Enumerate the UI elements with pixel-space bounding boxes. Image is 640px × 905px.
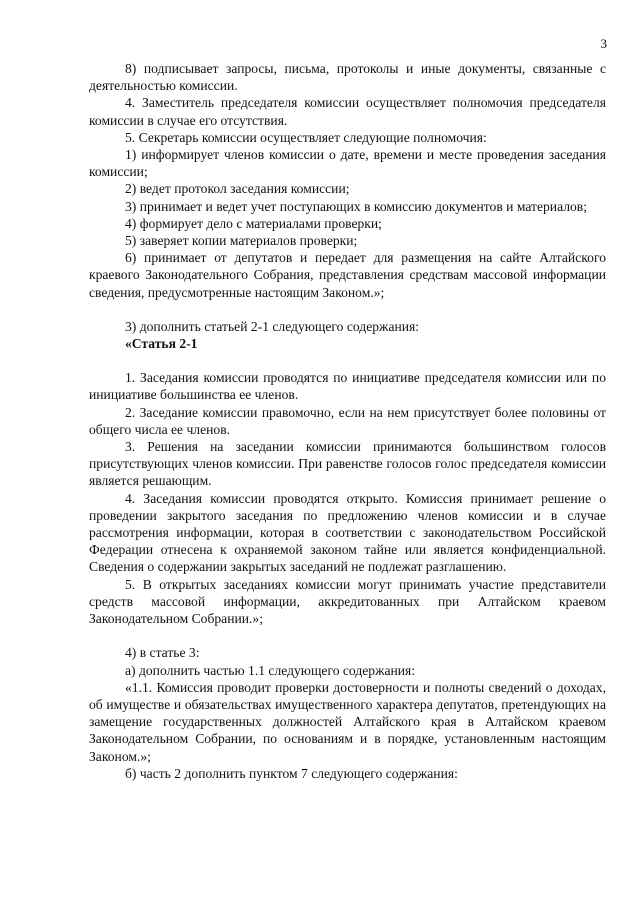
paragraph: 2) ведет протокол заседания комиссии; bbox=[125, 181, 350, 197]
paragraph: 6) принимает от депутатов и передает для размещения на сайте Алтайского краевого Законодательного Собрания, представления средствам массовой информации сведения, предусмотренные настоящим Законом.»; bbox=[89, 250, 606, 300]
paragraph: 4. Заседания комиссии проводятся открыто. Комиссия принимает решение о проведении закрытого заседания по предложению членов комиссии и в случае рассмотрения информации, которая в соответствии с законодательством Российской Федерации отнесена к охраняемой законом тайне или является конфиденциальной. Сведения о содержании закрытых заседаний не подлежат разглашению. bbox=[89, 490, 606, 575]
paragraph: «1.1. Комиссия проводит проверки достоверности и полноты сведений о доходах, об имуществе и обязательствах имущественного характера депутатов, претендующих на замещение государственных должностей Алтайского края в Алтайском краевом Законодательном Собрании, по основаниям и в порядке, установленным настоящим Законом.»; bbox=[89, 679, 606, 764]
paragraph: а) дополнить частью 1.1 следующего содержания: bbox=[125, 662, 416, 678]
paragraph: 5. Секретарь комиссии осуществляет следующие полномочия: bbox=[125, 129, 487, 145]
paragraph: 5. В открытых заседаниях комиссии могут принимать участие представители средств массовой информации, аккредитованных при Алтайском краевом Законодательном Собрании.»; bbox=[89, 576, 606, 627]
article-heading: «Статья 2-1 bbox=[125, 336, 198, 352]
paragraph: 1) информирует членов комиссии о дате, времени и месте проведения заседания комиссии; bbox=[89, 147, 606, 180]
page-number: 3 bbox=[600, 36, 607, 51]
amendment-intro: 4) в статье 3: bbox=[125, 645, 200, 661]
document-body bbox=[89, 60, 606, 782]
paragraph: 4) формирует дело с материалами проверки; bbox=[125, 215, 382, 231]
paragraph: 2. Заседание комиссии правомочно, если на нем присутствует более половины от общего числа ее членов. bbox=[89, 404, 606, 437]
paragraph: 8) подписывает запросы, письма, протоколы и иные документы, связанные с деятельностью комиссии. bbox=[89, 61, 606, 94]
amendment-intro: 3) дополнить статьей 2-1 следующего содержания: bbox=[125, 318, 420, 334]
paragraph: 4. Заместитель председателя комиссии осуществляет полномочия председателя комиссии в случае его отсутствия. bbox=[89, 95, 606, 128]
paragraph: б) часть 2 дополнить пунктом 7 следующего содержания: bbox=[125, 765, 458, 781]
paragraph: 3) принимает и ведет учет поступающих в комиссию документов и материалов; bbox=[125, 198, 588, 214]
paragraph: 1. Заседания комиссии проводятся по инициативе председателя комиссии или по инициативе большинства ее членов. bbox=[89, 370, 606, 403]
paragraph: 5) заверяет копии материалов проверки; bbox=[125, 233, 358, 249]
paragraph: 3. Решения на заседании комиссии принимаются большинством голосов присутствующих членов комиссии. При равенстве голосов голос председателя комиссии является решающим. bbox=[89, 439, 606, 489]
